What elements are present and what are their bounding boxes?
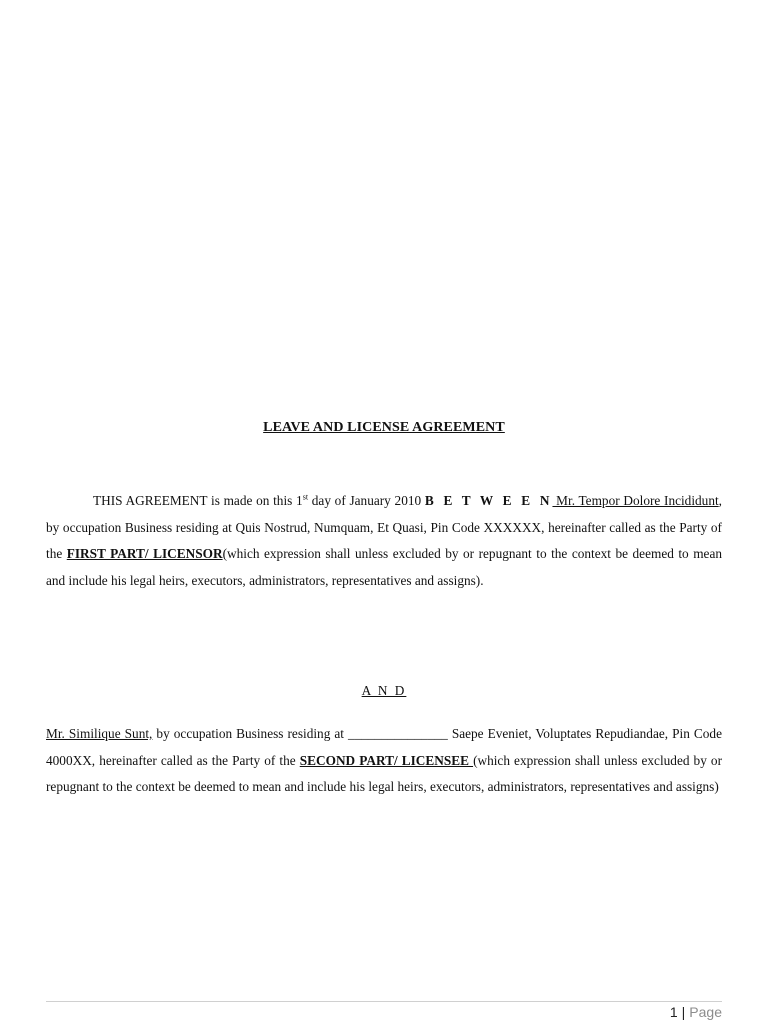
page-number: 1 xyxy=(669,1004,678,1020)
document-title: LEAVE AND LICENSE AGREEMENT xyxy=(263,420,505,435)
licensee-closing-text: (which expression shall unless excluded by or repugnant to the context be deemed to mean and include his legal heirs, executors, administrators, representatives and assigns) xyxy=(46,752,723,794)
licensor-name: Mr. Tempor Dolore Incididunt xyxy=(552,493,719,508)
agreement-intro-text: THIS AGREEMENT is made on this 1 xyxy=(93,493,303,508)
footer-separator: | xyxy=(681,1004,686,1020)
second-party-label: SECOND PART/ LICENSEE xyxy=(299,752,474,768)
licensee-address: Saepe Eveniet, Voluptates Repudiandae, Pin Code 4000XX, hereinafter called as the Party of the xyxy=(46,726,722,768)
licensee-residing-text: by occupation Business residing at xyxy=(152,726,349,741)
page-label: Page xyxy=(689,1004,722,1020)
agreement-paragraph-licensee xyxy=(46,721,722,801)
licensor-closing-text: (which expression shall unless excluded by or repugnant to the context be deemed to mean and include his legal heirs, executors, administrators, representatives and assigns). xyxy=(46,546,723,588)
between-keyword: B E T W E E N xyxy=(424,493,553,508)
date-ordinal-suffix: st xyxy=(302,492,309,502)
first-party-label: FIRST PART/ LICENSOR xyxy=(66,546,223,561)
and-separator: A N D xyxy=(361,683,407,698)
footer-divider xyxy=(46,1001,722,1002)
agreement-paragraph-licensor xyxy=(46,488,722,594)
address-blank-line: _______________ xyxy=(348,726,448,741)
licensee-name: Mr. Similique Sunt, xyxy=(46,726,153,741)
agreement-date-text: day of January 2010 xyxy=(308,493,425,508)
page-footer xyxy=(670,1004,722,1020)
licensor-details: , by occupation Business residing at Quis Nostrud, Numquam, Et Quasi, Pin Code XXXXXX, hereinafter called as the Party of the xyxy=(46,493,722,561)
